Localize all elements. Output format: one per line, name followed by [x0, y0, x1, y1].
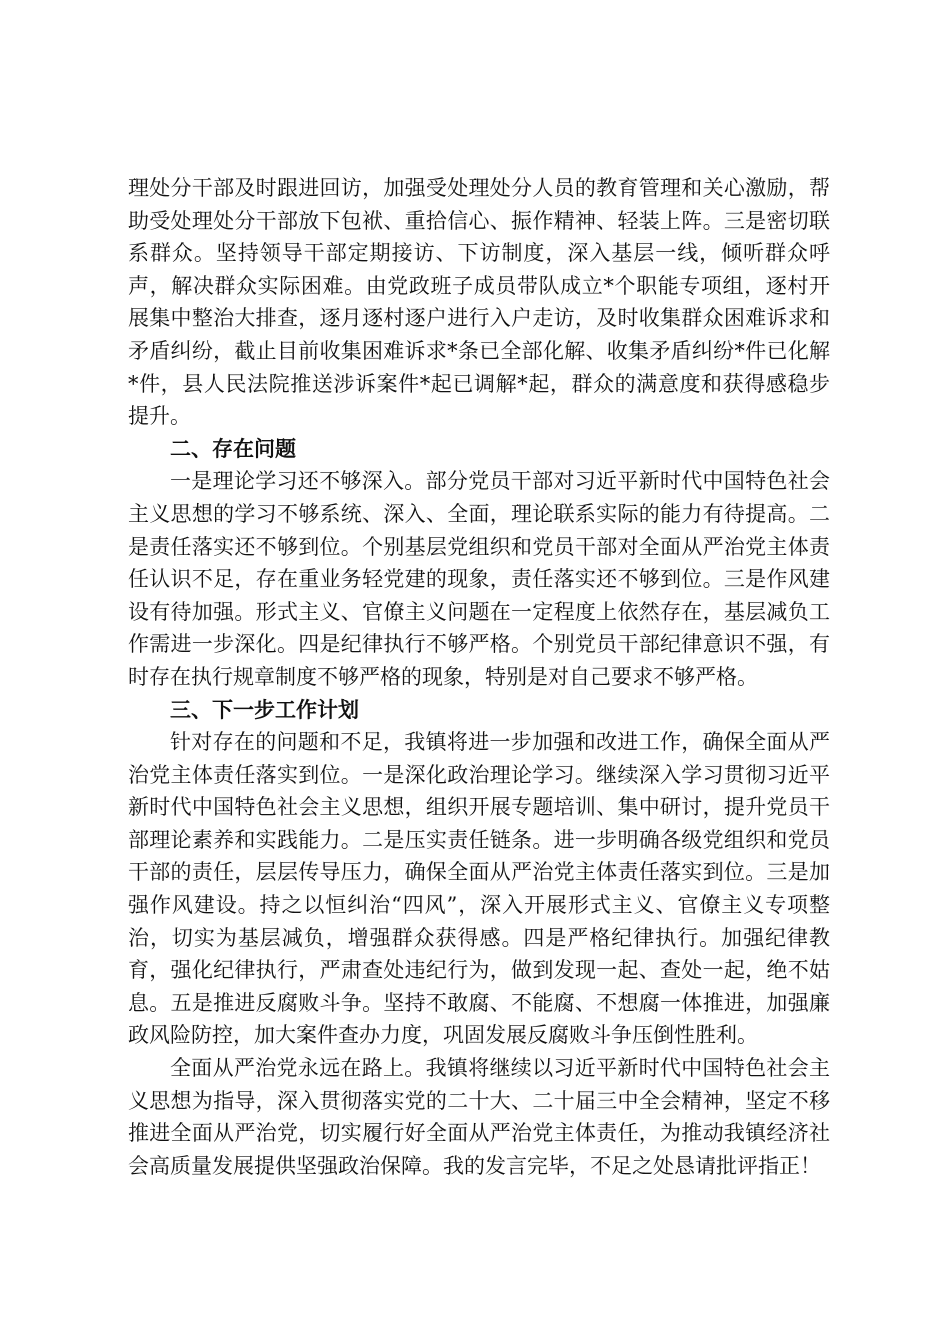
section-heading-existing-problems: 二、存在问题	[170, 436, 296, 461]
document-page	[128, 172, 830, 1182]
body-paragraph-continuation: 理处分干部及时跟进回访，加强受处理处分人员的教育管理和关心激励，帮助受处理处分干部放下包袱、重拾信心、振作精神、轻装上阵。三是密切联系群众。坚持领导干部定期接访、下访制度，深入基层一线，倾听群众呼声，解决群众实际困难。由党政班子成员带队成立*个职能专项组，逐村开展集中整治大排查，逐月逐村逐户进行入户走访，及时收集群众困难诉求和矛盾纠纷，截止目前收集困难诉求*条已全部化解、收集矛盾纠纷*件已化解*件，县人民法院推送涉诉案件*起已调解*起，群众的满意度和获得感稳步提升。	[128, 176, 830, 429]
body-paragraph-conclusion: 全面从严治党永远在路上。我镇将继续以习近平新时代中国特色社会主义思想为指导，深入贯彻落实党的二十大、二十届三中全会精神，坚定不移推进全面从严治党，切实履行好全面从严治党主体责任，为推动我镇经济社会高质量发展提供坚强政治保障。我的发言完毕，不足之处恳请批评指正！	[128, 1056, 830, 1178]
body-paragraph-next-steps: 针对存在的问题和不足，我镇将进一步加强和改进工作，确保全面从严治党主体责任落实到位。一是深化政治理论学习。继续深入学习贯彻习近平新时代中国特色社会主义思想，组织开展专题培训、集中研讨，提升党员干部理论素养和实践能力。二是压实责任链条。进一步明确各级党组织和党员干部的责任，层层传导压力，确保全面从严治党主体责任落实到位。三是加强作风建设。持之以恒纠治“四风”，深入开展形式主义、官僚主义专项整治，切实为基层减负，增强群众获得感。四是严格纪律执行。加强纪律教育，强化纪律执行，严肃查处违纪行为，做到发现一起、查处一起，绝不姑息。五是推进反腐败斗争。坚持不敢腐、不能腐、不想腐一体推进，加强廉政风险防控，加大案件查办力度，巩固发展反腐败斗争压倒性胜利。	[128, 730, 830, 1048]
body-paragraph-problems: 一是理论学习还不够深入。部分党员干部对习近平新时代中国特色社会主义思想的学习不够系统、深入、全面，理论联系实际的能力有待提高。二是责任落实还不够到位。个别基层党组织和党员干部对全面从严治党主体责任认识不足，存在重业务轻党建的现象，责任落实还不够到位。三是作风建设有待加强。形式主义、官僚主义问题在一定程度上依然存在，基层减负工作需进一步深化。四是纪律执行不够严格。个别党员干部纪律意识不强，有时存在执行规章制度不够严格的现象，特别是对自己要求不够严格。	[128, 469, 830, 689]
section-heading-next-steps: 三、下一步工作计划	[170, 697, 359, 722]
